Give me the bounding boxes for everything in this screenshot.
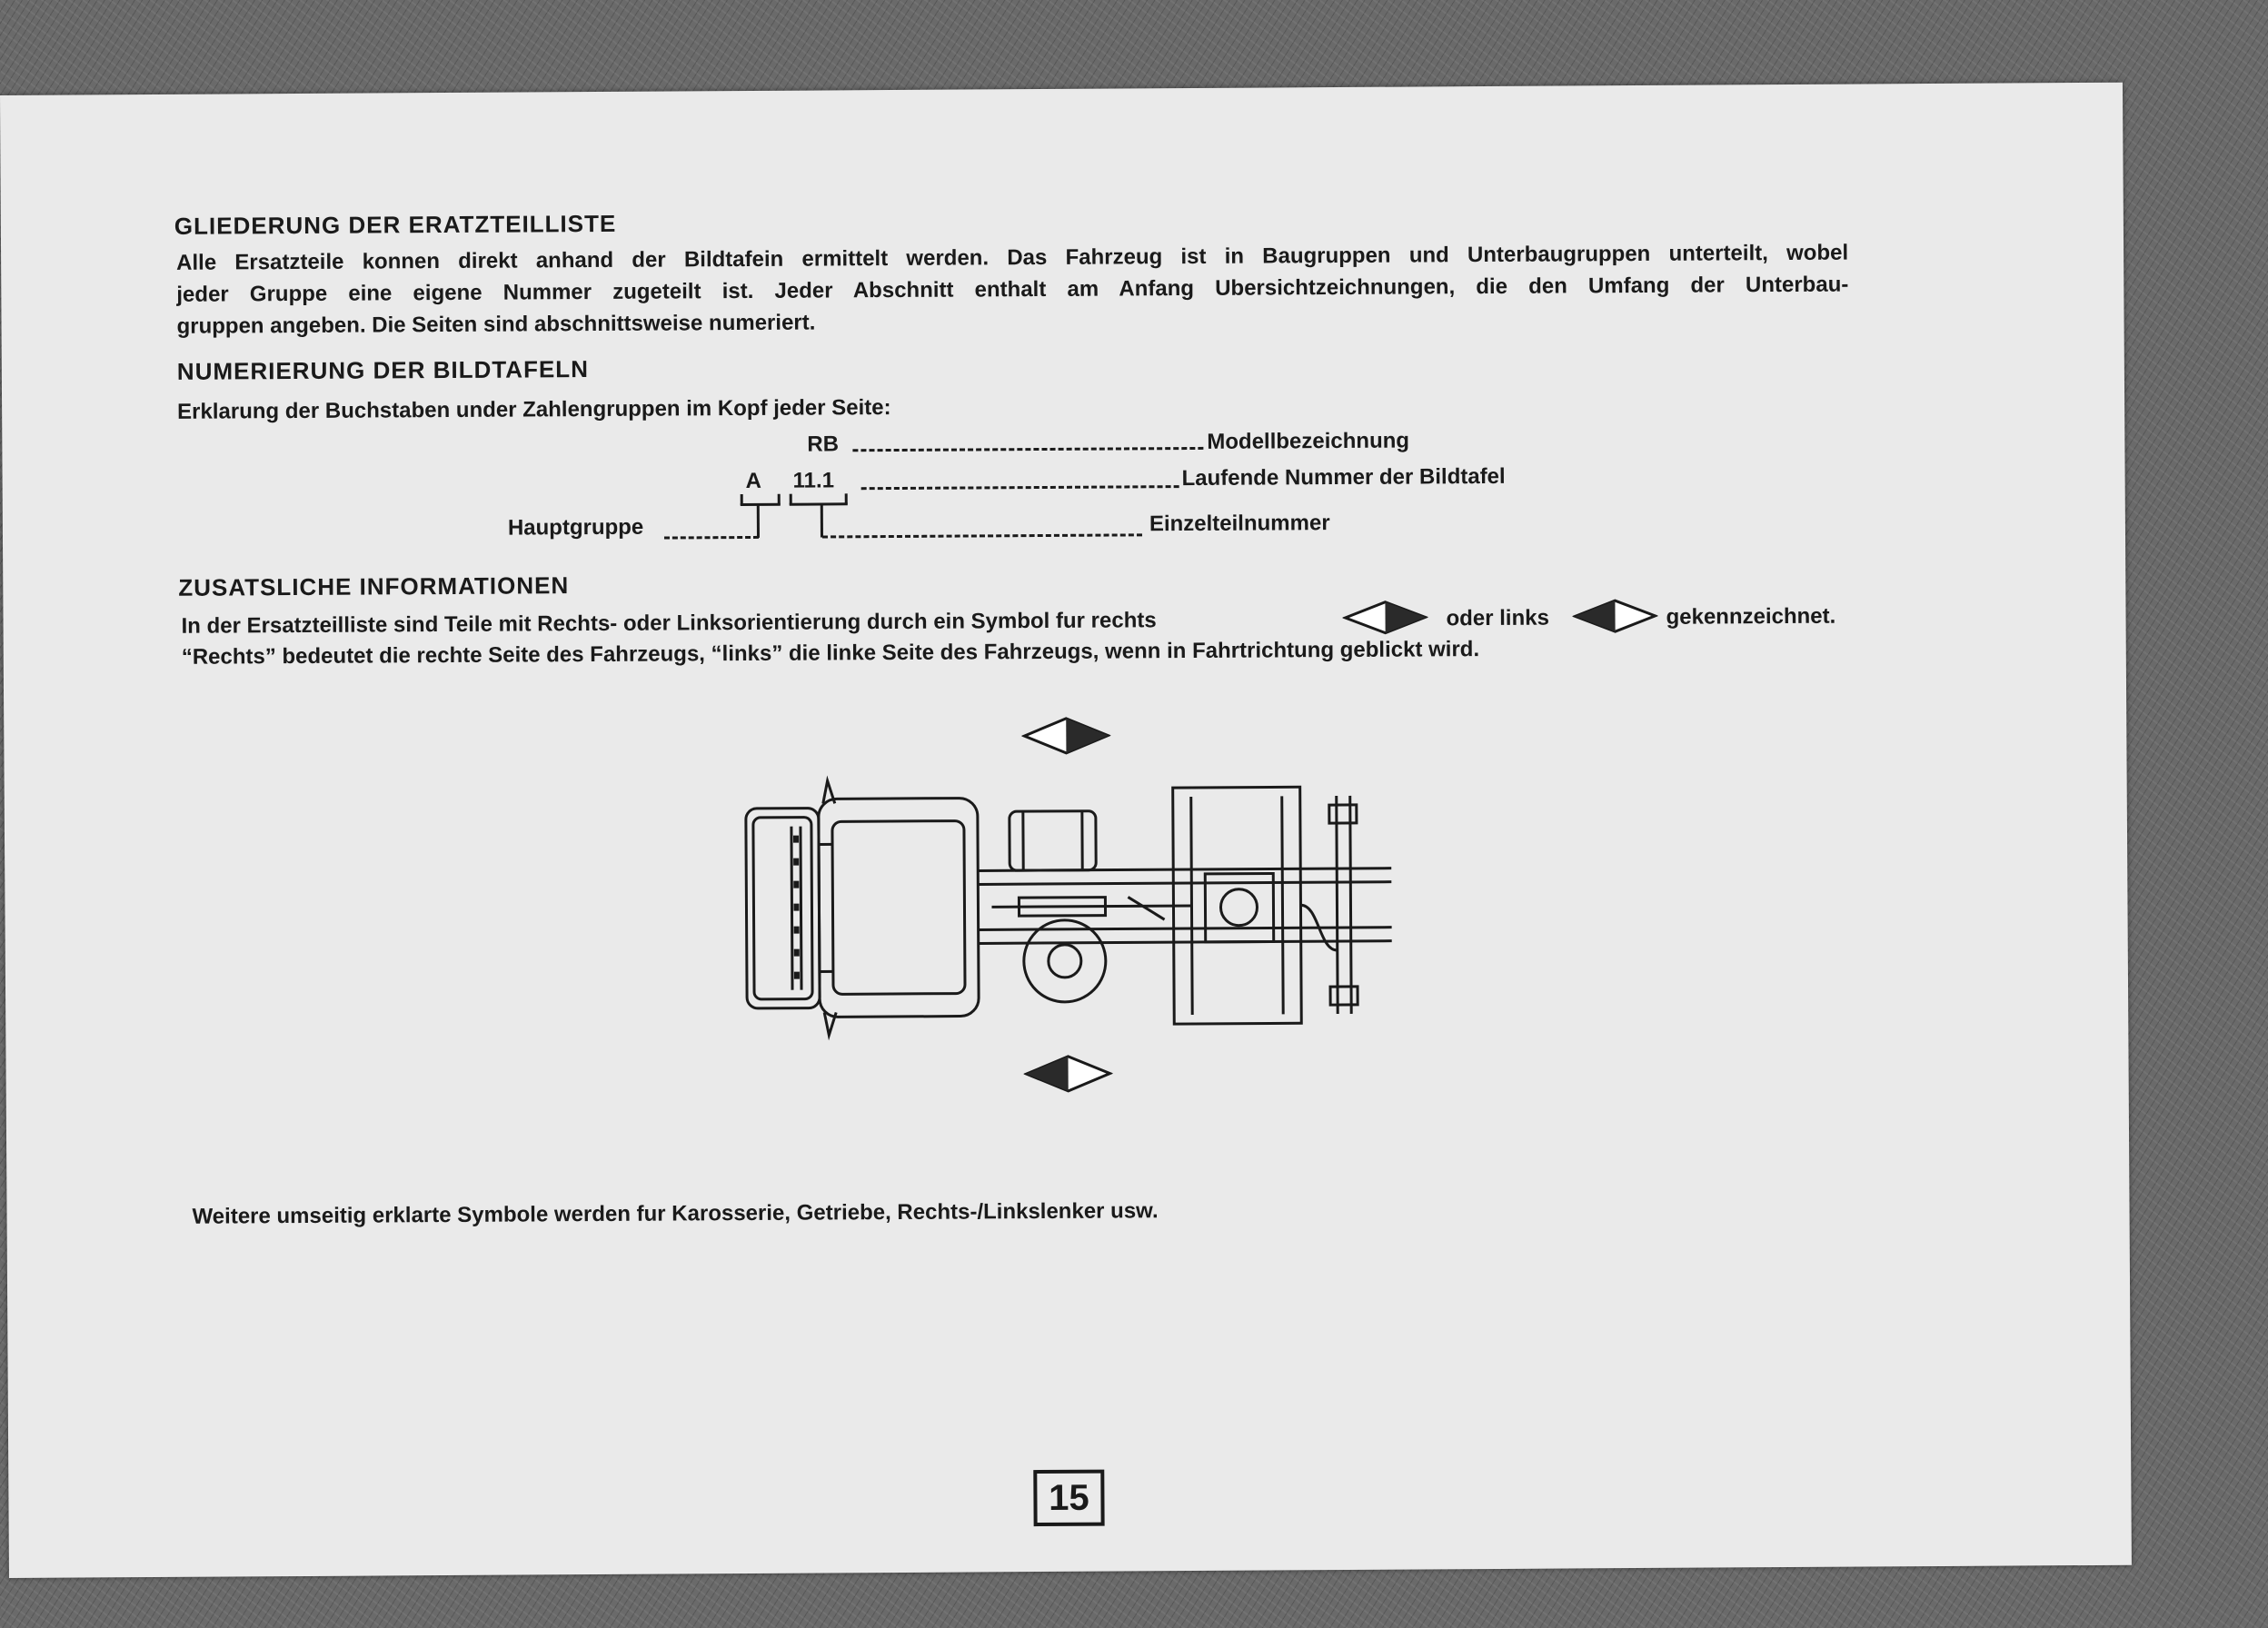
leader-part xyxy=(822,533,1142,538)
code-a: A xyxy=(745,468,762,493)
code-number: 11.1 xyxy=(792,468,835,493)
label-plate: Laufende Nummer der Bildtafel xyxy=(1181,463,1506,491)
diamond-arrow-right-icon xyxy=(1342,599,1427,636)
leader-model xyxy=(852,447,1203,452)
bracket-num-right xyxy=(845,493,848,504)
bracket-a-bottom xyxy=(741,503,781,506)
numerierung-intro: Erklarung der Buchstaben under Zahlengruppen im Kopf jeder Seite: xyxy=(177,395,891,424)
zusatz-line-1a: In der Ersatzteilliste sind Teile mit Rechts- oder Linksorientierung durch ein Symbol fur rechts xyxy=(181,608,1157,639)
zusatz-line-2: “Rechts” bedeutet die rechte Seite des Fahrzeugs, “links” die linke Seite des Fahrzeugs, wenn in Fahrtrichtung geblickt wird. xyxy=(181,637,1480,670)
leader-plate xyxy=(861,485,1179,490)
leader-group xyxy=(664,536,759,540)
heading-numerierung: NUMERIERUNG DER BILDTAFELN xyxy=(176,355,590,385)
diamond-arrow-left-icon xyxy=(1572,598,1657,635)
heading-gliederung: GLIEDERUNG DER ERATZTEILLISTE xyxy=(174,209,617,240)
manual-page xyxy=(0,83,2132,1578)
truck-chassis-top-view-icon xyxy=(737,769,1411,1046)
heading-zusatz: ZUSATSLICHE INFORMATIONEN xyxy=(178,571,570,601)
bracket-a-right xyxy=(778,494,781,505)
bracket-a-stem xyxy=(757,505,760,538)
gliederung-line-3: gruppen angeben. Die Seiten sind abschnittsweise numeriert. xyxy=(176,310,816,339)
footer-note: Weitere umseitig erklarte Symbole werden fur Karosserie, Getriebe, Rechts-/Linkslenker usw. xyxy=(192,1198,1159,1229)
zusatz-line-1b: oder links xyxy=(1446,605,1550,631)
gliederung-line-1: Alle Ersatzteile konnen direkt anhand der Bildtafein ermittelt werden. Das Fahrzeug ist in Baugruppen und Unterbaugruppen unterteilt, wobel xyxy=(176,240,1849,275)
bracket-num-stem xyxy=(821,504,823,537)
label-part: Einzelteilnummer xyxy=(1149,511,1330,537)
gliederung-line-2: jeder Gruppe eine eigene Nummer zugeteilt ist. Jeder Abschnitt enthalt am Anfang Ubersichtzeichnungen, die den Umfang der Unterbau- xyxy=(176,272,1849,307)
code-rb: RB xyxy=(807,432,840,457)
label-group: Hauptgruppe xyxy=(507,514,644,541)
label-model: Modellbezeichnung xyxy=(1207,428,1410,454)
diamond-arrow-right-icon xyxy=(1021,716,1110,757)
diamond-arrow-left-icon xyxy=(1023,1054,1112,1095)
page-number: 15 xyxy=(1033,1470,1104,1526)
bracket-num-bottom xyxy=(790,502,848,505)
zusatz-line-1c: gekennzeichnet. xyxy=(1666,603,1836,630)
